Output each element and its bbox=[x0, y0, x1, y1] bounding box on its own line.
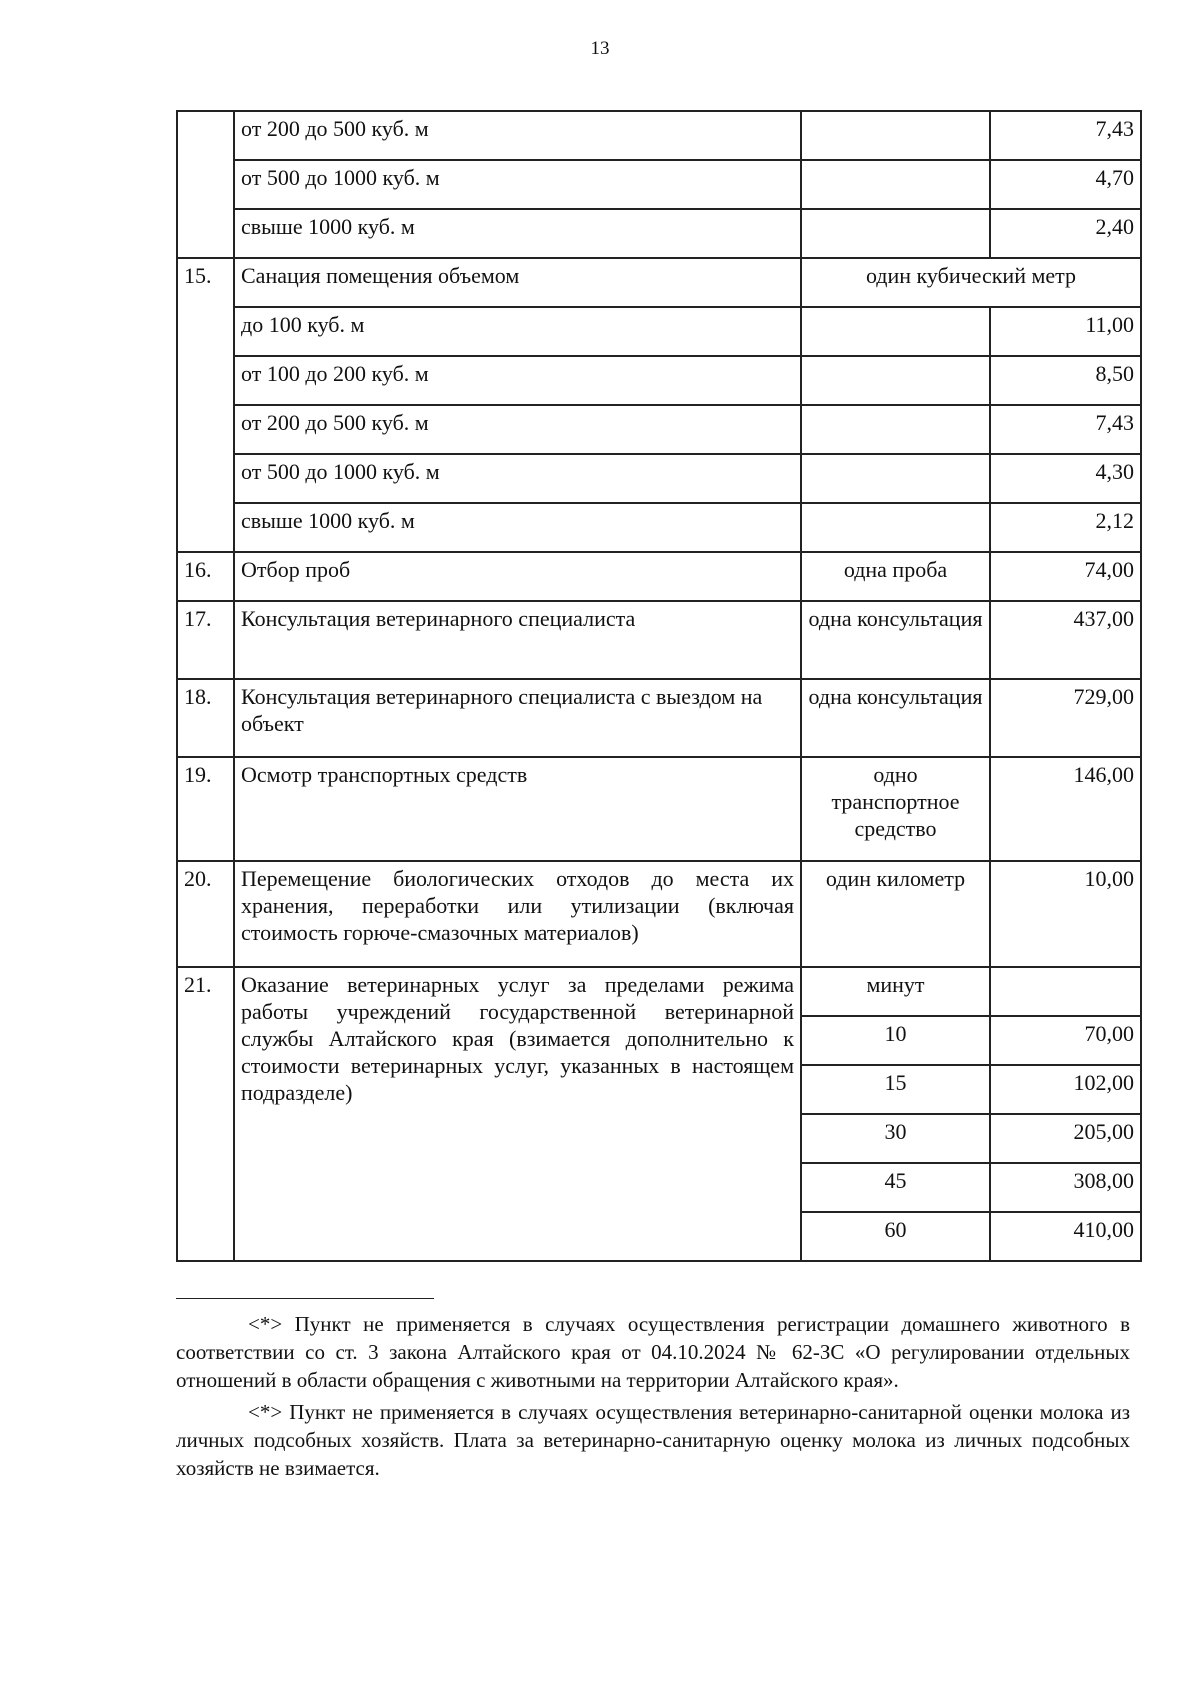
footnote-2: <*> Пункт не применяется в случаях осуществления ветеринарно-санитарной оценки молока из личных подсобных хозяйств. Плата за ветеринарно-санитарную оценку молока из личных подсобных хозяйств не взимается. bbox=[176, 1400, 1130, 1480]
row-unit: один километр bbox=[801, 861, 990, 967]
row-price: 102,00 bbox=[990, 1065, 1141, 1114]
table-row bbox=[177, 307, 1141, 356]
row-price: 7,43 bbox=[990, 111, 1141, 160]
table-row-item-19 bbox=[177, 757, 1141, 861]
row-minutes: 60 bbox=[801, 1212, 990, 1261]
row-price: 4,30 bbox=[990, 454, 1141, 503]
table-row-item-21 bbox=[177, 967, 1141, 1016]
row-name: до 100 куб. м bbox=[234, 307, 801, 356]
footnote-1: <*> Пункт не применяется в случаях осуществления регистрации домашнего животного в соответствии со ст. 3 закона Алтайского края от 04.10.2024 № 62-ЗС «О регулировании отдельных отношений в области обращения с животными на территории Алтайского края». bbox=[176, 1312, 1130, 1392]
row-price: 146,00 bbox=[990, 757, 1141, 861]
row-price: 7,43 bbox=[990, 405, 1141, 454]
page-number: 13 bbox=[590, 38, 610, 59]
row-name: Отбор проб bbox=[234, 552, 801, 601]
row-price: 4,70 bbox=[990, 160, 1141, 209]
row-unit bbox=[801, 503, 990, 552]
row-number: 18. bbox=[177, 679, 234, 757]
table-row bbox=[177, 356, 1141, 405]
row-price: 437,00 bbox=[990, 601, 1141, 679]
row-unit bbox=[801, 111, 990, 160]
row-price: 410,00 bbox=[990, 1212, 1141, 1261]
row-unit bbox=[801, 454, 990, 503]
row-number: 19. bbox=[177, 757, 234, 861]
row-number: 17. bbox=[177, 601, 234, 679]
row-price: 74,00 bbox=[990, 552, 1141, 601]
row-price: 11,00 bbox=[990, 307, 1141, 356]
row-number: 16. bbox=[177, 552, 234, 601]
row-number: 20. bbox=[177, 861, 234, 967]
table-row-item-15 bbox=[177, 258, 1141, 307]
row-name: от 100 до 200 куб. м bbox=[234, 356, 801, 405]
row-price: 8,50 bbox=[990, 356, 1141, 405]
table-row bbox=[177, 160, 1141, 209]
row-unit: минут bbox=[801, 967, 990, 1016]
row-unit bbox=[801, 160, 990, 209]
row-price: 205,00 bbox=[990, 1114, 1141, 1163]
row-price bbox=[990, 967, 1141, 1016]
row-unit: один кубический метр bbox=[801, 258, 1141, 307]
row-name: от 500 до 1000 куб. м bbox=[234, 454, 801, 503]
footnote-divider bbox=[176, 1298, 434, 1299]
row-minutes: 45 bbox=[801, 1163, 990, 1212]
table-row-item-17 bbox=[177, 601, 1141, 679]
row-price: 2,12 bbox=[990, 503, 1141, 552]
table-row-item-18 bbox=[177, 679, 1141, 757]
row-name: от 500 до 1000 куб. м bbox=[234, 160, 801, 209]
fee-table bbox=[176, 110, 1142, 1262]
row-unit bbox=[801, 405, 990, 454]
row-name: Консультация ветеринарного специалиста bbox=[234, 601, 801, 679]
row-unit bbox=[801, 356, 990, 405]
row-number: 21. bbox=[177, 967, 234, 1261]
row-name: Осмотр транспортных средств bbox=[234, 757, 801, 861]
row-name: от 200 до 500 куб. м bbox=[234, 405, 801, 454]
table-row-item-16 bbox=[177, 552, 1141, 601]
row-number: 15. bbox=[177, 258, 234, 552]
row-unit: одна консультация bbox=[801, 601, 990, 679]
footnotes bbox=[176, 1310, 1130, 1486]
row-unit: одна консультация bbox=[801, 679, 990, 757]
table-row bbox=[177, 209, 1141, 258]
row-name: Перемещение биологических отходов до места их хранения, переработки или утилизации (включая стоимость горюче-смазочных материалов) bbox=[234, 861, 801, 967]
row-number-cell bbox=[177, 111, 234, 258]
row-price: 729,00 bbox=[990, 679, 1141, 757]
row-price: 308,00 bbox=[990, 1163, 1141, 1212]
row-name: Санация помещения объемом bbox=[234, 258, 801, 307]
row-name: от 200 до 500 куб. м bbox=[234, 111, 801, 160]
row-price: 2,40 bbox=[990, 209, 1141, 258]
row-unit bbox=[801, 209, 990, 258]
row-name: Оказание ветеринарных услуг за пределами режима работы учреждений государственной ветеринарной службы Алтайского края (взимается дополнительно к стоимости ветеринарных услуг, указанных в настоящем подразделе) bbox=[234, 967, 801, 1261]
row-price: 70,00 bbox=[990, 1016, 1141, 1065]
row-unit bbox=[801, 307, 990, 356]
row-price: 10,00 bbox=[990, 861, 1141, 967]
row-unit: одна проба bbox=[801, 552, 990, 601]
row-minutes: 15 bbox=[801, 1065, 990, 1114]
table-row bbox=[177, 405, 1141, 454]
row-minutes: 30 bbox=[801, 1114, 990, 1163]
row-name: Консультация ветеринарного специалиста с выездом на объект bbox=[234, 679, 801, 757]
row-unit: одно транспортное средство bbox=[801, 757, 990, 861]
table-row bbox=[177, 111, 1141, 160]
table-row bbox=[177, 454, 1141, 503]
table-row bbox=[177, 503, 1141, 552]
row-name: свыше 1000 куб. м bbox=[234, 503, 801, 552]
table-row-item-20 bbox=[177, 861, 1141, 967]
row-minutes: 10 bbox=[801, 1016, 990, 1065]
row-name: свыше 1000 куб. м bbox=[234, 209, 801, 258]
